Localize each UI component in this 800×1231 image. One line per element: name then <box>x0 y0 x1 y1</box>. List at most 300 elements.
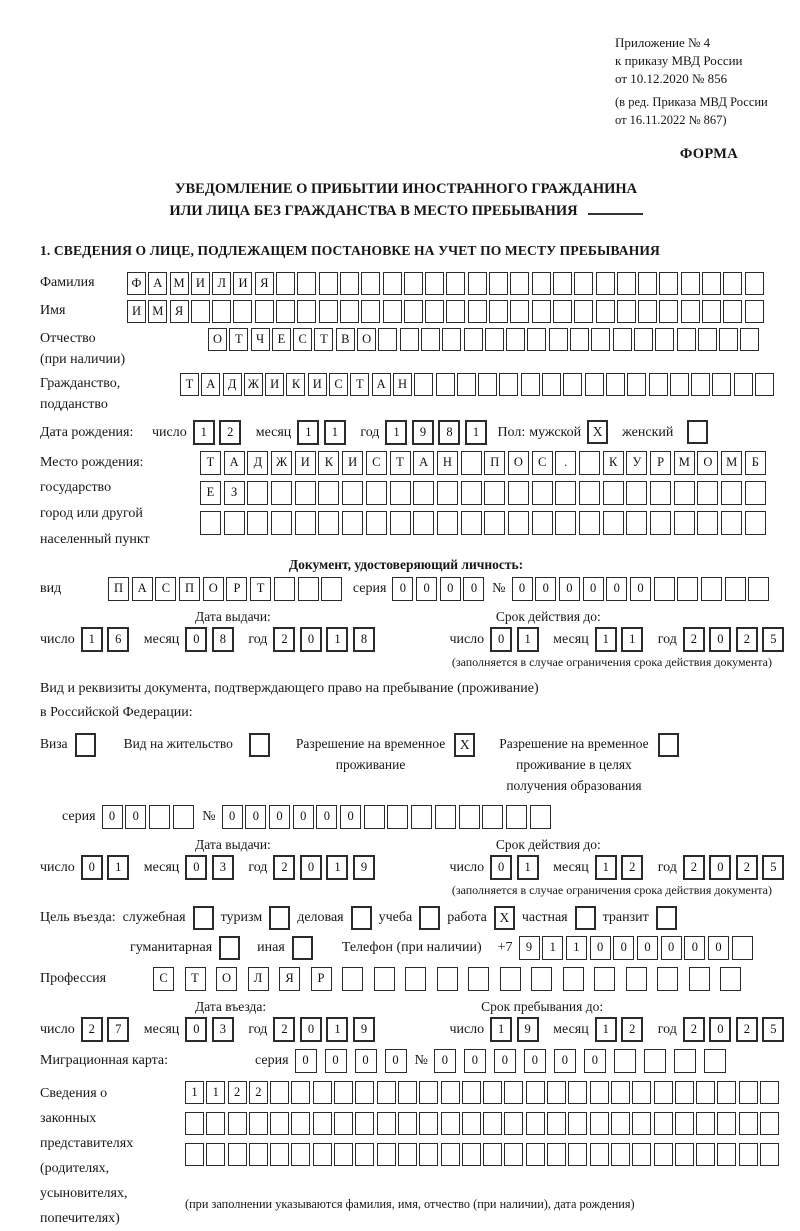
char-cell[interactable] <box>526 1112 545 1135</box>
char-cell[interactable] <box>760 1081 779 1104</box>
char-cell[interactable]: Ж <box>271 451 292 475</box>
char-cell[interactable]: А <box>413 451 434 475</box>
char-cell[interactable] <box>553 300 572 323</box>
char-cell[interactable] <box>383 272 402 295</box>
char-cell[interactable]: Я <box>255 272 274 295</box>
char-cell[interactable] <box>719 328 738 351</box>
char-cell[interactable] <box>247 511 268 535</box>
char-cell[interactable]: Ж <box>244 373 263 396</box>
char-cell[interactable]: 0 <box>434 1049 456 1073</box>
char-cell[interactable]: 0 <box>340 805 361 829</box>
char-cell[interactable] <box>500 967 521 991</box>
char-cell[interactable] <box>603 511 624 535</box>
char-cell[interactable] <box>468 300 487 323</box>
purpose-business-checkbox[interactable] <box>351 906 372 930</box>
char-cell[interactable] <box>704 1049 726 1073</box>
char-cell[interactable] <box>361 300 380 323</box>
char-cell[interactable]: 9 <box>517 1017 539 1042</box>
char-cell[interactable] <box>387 805 408 829</box>
char-cell[interactable]: 1 <box>206 1081 225 1104</box>
char-cell[interactable]: 2 <box>621 1017 643 1042</box>
char-cell[interactable] <box>506 805 527 829</box>
char-cell[interactable]: 1 <box>465 420 487 445</box>
char-cell[interactable] <box>654 577 675 601</box>
char-cell[interactable]: 0 <box>316 805 337 829</box>
char-cell[interactable]: Я <box>279 967 300 991</box>
char-cell[interactable]: 9 <box>353 1017 375 1042</box>
char-cell[interactable] <box>748 577 769 601</box>
char-cell[interactable] <box>504 1143 523 1166</box>
char-cell[interactable]: 2 <box>736 855 758 880</box>
char-cell[interactable]: 0 <box>630 577 651 601</box>
char-cell[interactable] <box>483 1081 502 1104</box>
char-cell[interactable]: 1 <box>517 627 539 652</box>
char-cell[interactable] <box>697 481 718 505</box>
char-cell[interactable]: 1 <box>595 1017 617 1042</box>
char-cell[interactable]: 0 <box>494 1049 516 1073</box>
char-cell[interactable] <box>579 481 600 505</box>
char-cell[interactable] <box>442 328 461 351</box>
char-cell[interactable] <box>334 1081 353 1104</box>
purpose-work-checkbox[interactable]: X <box>494 906 515 930</box>
char-cell[interactable] <box>702 272 721 295</box>
char-cell[interactable] <box>596 300 615 323</box>
char-cell[interactable] <box>247 481 268 505</box>
char-cell[interactable] <box>436 373 455 396</box>
char-cell[interactable] <box>739 1081 758 1104</box>
char-cell[interactable]: 1 <box>326 855 348 880</box>
char-cell[interactable] <box>677 328 696 351</box>
char-cell[interactable]: 1 <box>326 1017 348 1042</box>
char-cell[interactable]: М <box>148 300 167 323</box>
char-cell[interactable] <box>721 481 742 505</box>
char-cell[interactable]: 0 <box>590 936 611 960</box>
char-cell[interactable] <box>555 481 576 505</box>
char-cell[interactable] <box>191 300 210 323</box>
char-cell[interactable] <box>532 300 551 323</box>
char-cell[interactable]: П <box>484 451 505 475</box>
char-cell[interactable] <box>457 373 476 396</box>
char-cell[interactable] <box>574 272 593 295</box>
char-cell[interactable] <box>342 481 363 505</box>
char-cell[interactable] <box>654 1112 673 1135</box>
char-cell[interactable]: Т <box>250 577 271 601</box>
char-cell[interactable] <box>499 373 518 396</box>
char-cell[interactable]: Н <box>393 373 412 396</box>
char-cell[interactable] <box>555 511 576 535</box>
char-cell[interactable]: Т <box>314 328 333 351</box>
char-cell[interactable] <box>291 1143 310 1166</box>
char-cell[interactable] <box>419 1081 438 1104</box>
char-cell[interactable]: 2 <box>273 855 295 880</box>
char-cell[interactable]: И <box>233 272 252 295</box>
char-cell[interactable] <box>613 328 632 351</box>
char-cell[interactable] <box>228 1143 247 1166</box>
char-cell[interactable] <box>249 1143 268 1166</box>
char-cell[interactable] <box>366 511 387 535</box>
char-cell[interactable]: 2 <box>621 855 643 880</box>
char-cell[interactable] <box>361 272 380 295</box>
char-cell[interactable]: 1 <box>324 420 346 445</box>
char-cell[interactable]: Р <box>226 577 247 601</box>
char-cell[interactable] <box>755 373 774 396</box>
char-cell[interactable]: П <box>108 577 129 601</box>
char-cell[interactable] <box>484 511 505 535</box>
char-cell[interactable]: 5 <box>762 1017 784 1042</box>
char-cell[interactable] <box>462 1143 481 1166</box>
char-cell[interactable] <box>224 511 245 535</box>
char-cell[interactable]: 0 <box>269 805 290 829</box>
char-cell[interactable]: 1 <box>385 420 407 445</box>
char-cell[interactable]: В <box>336 328 355 351</box>
char-cell[interactable]: 1 <box>107 855 129 880</box>
char-cell[interactable] <box>200 511 221 535</box>
char-cell[interactable] <box>437 967 458 991</box>
char-cell[interactable] <box>532 511 553 535</box>
char-cell[interactable] <box>508 481 529 505</box>
char-cell[interactable]: 5 <box>762 627 784 652</box>
char-cell[interactable]: 0 <box>385 1049 407 1073</box>
char-cell[interactable]: 8 <box>438 420 460 445</box>
char-cell[interactable] <box>441 1143 460 1166</box>
char-cell[interactable]: 2 <box>736 1017 758 1042</box>
char-cell[interactable] <box>568 1112 587 1135</box>
char-cell[interactable]: 0 <box>300 855 322 880</box>
char-cell[interactable] <box>530 805 551 829</box>
char-cell[interactable] <box>570 328 589 351</box>
char-cell[interactable] <box>270 1143 289 1166</box>
char-cell[interactable]: 0 <box>709 627 731 652</box>
char-cell[interactable]: Е <box>272 328 291 351</box>
char-cell[interactable] <box>446 272 465 295</box>
char-cell[interactable] <box>526 1143 545 1166</box>
char-cell[interactable]: 0 <box>583 577 604 601</box>
char-cell[interactable] <box>340 300 359 323</box>
char-cell[interactable] <box>185 1112 204 1135</box>
char-cell[interactable]: 1 <box>81 627 103 652</box>
char-cell[interactable] <box>446 300 465 323</box>
char-cell[interactable]: 0 <box>300 627 322 652</box>
char-cell[interactable]: И <box>191 272 210 295</box>
char-cell[interactable] <box>437 511 458 535</box>
char-cell[interactable]: 1 <box>185 1081 204 1104</box>
char-cell[interactable] <box>504 1112 523 1135</box>
char-cell[interactable] <box>611 1143 630 1166</box>
char-cell[interactable] <box>698 328 717 351</box>
char-cell[interactable]: 0 <box>490 855 512 880</box>
char-cell[interactable] <box>398 1112 417 1135</box>
char-cell[interactable] <box>527 328 546 351</box>
char-cell[interactable] <box>638 272 657 295</box>
char-cell[interactable] <box>419 1143 438 1166</box>
char-cell[interactable] <box>740 328 759 351</box>
char-cell[interactable] <box>510 300 529 323</box>
char-cell[interactable]: 0 <box>709 1017 731 1042</box>
char-cell[interactable] <box>355 1081 374 1104</box>
char-cell[interactable] <box>297 300 316 323</box>
char-cell[interactable]: 1 <box>490 1017 512 1042</box>
char-cell[interactable] <box>478 373 497 396</box>
char-cell[interactable]: С <box>366 451 387 475</box>
char-cell[interactable] <box>378 328 397 351</box>
char-cell[interactable] <box>532 481 553 505</box>
char-cell[interactable]: 0 <box>464 1049 486 1073</box>
char-cell[interactable] <box>249 1112 268 1135</box>
char-cell[interactable] <box>745 511 766 535</box>
char-cell[interactable] <box>655 328 674 351</box>
char-cell[interactable] <box>313 1081 332 1104</box>
char-cell[interactable] <box>632 1081 651 1104</box>
char-cell[interactable] <box>611 1112 630 1135</box>
char-cell[interactable] <box>398 1143 417 1166</box>
char-cell[interactable]: 1 <box>193 420 215 445</box>
char-cell[interactable]: 0 <box>584 1049 606 1073</box>
char-cell[interactable]: 3 <box>212 855 234 880</box>
char-cell[interactable] <box>549 328 568 351</box>
char-cell[interactable]: Р <box>650 451 671 475</box>
char-cell[interactable]: Т <box>390 451 411 475</box>
char-cell[interactable] <box>185 1143 204 1166</box>
char-cell[interactable] <box>626 511 647 535</box>
char-cell[interactable] <box>404 300 423 323</box>
char-cell[interactable] <box>400 328 419 351</box>
char-cell[interactable]: 9 <box>353 855 375 880</box>
char-cell[interactable]: 2 <box>736 627 758 652</box>
char-cell[interactable] <box>276 272 295 295</box>
char-cell[interactable] <box>206 1112 225 1135</box>
char-cell[interactable]: М <box>674 451 695 475</box>
char-cell[interactable]: 0 <box>535 577 556 601</box>
char-cell[interactable]: 7 <box>107 1017 129 1042</box>
purpose-transit-checkbox[interactable] <box>656 906 677 930</box>
char-cell[interactable] <box>760 1143 779 1166</box>
char-cell[interactable] <box>383 300 402 323</box>
char-cell[interactable] <box>675 1081 694 1104</box>
char-cell[interactable] <box>270 1112 289 1135</box>
char-cell[interactable]: Т <box>185 967 206 991</box>
char-cell[interactable] <box>739 1112 758 1135</box>
char-cell[interactable] <box>483 1143 502 1166</box>
char-cell[interactable] <box>295 511 316 535</box>
char-cell[interactable]: 2 <box>683 627 705 652</box>
char-cell[interactable] <box>681 300 700 323</box>
char-cell[interactable] <box>414 373 433 396</box>
option-visa-checkbox[interactable] <box>75 733 96 757</box>
char-cell[interactable]: 0 <box>125 805 146 829</box>
option-residence-permit-checkbox[interactable] <box>249 733 270 757</box>
char-cell[interactable] <box>291 1112 310 1135</box>
char-cell[interactable]: Ф <box>127 272 146 295</box>
char-cell[interactable] <box>657 967 678 991</box>
char-cell[interactable] <box>632 1143 651 1166</box>
char-cell[interactable]: О <box>357 328 376 351</box>
char-cell[interactable] <box>659 300 678 323</box>
char-cell[interactable] <box>674 1049 696 1073</box>
char-cell[interactable] <box>313 1143 332 1166</box>
char-cell[interactable] <box>532 272 551 295</box>
char-cell[interactable]: Б <box>745 451 766 475</box>
char-cell[interactable] <box>318 511 339 535</box>
char-cell[interactable] <box>334 1143 353 1166</box>
char-cell[interactable]: 9 <box>519 936 540 960</box>
char-cell[interactable] <box>271 511 292 535</box>
char-cell[interactable] <box>681 272 700 295</box>
char-cell[interactable]: А <box>372 373 391 396</box>
char-cell[interactable] <box>670 373 689 396</box>
char-cell[interactable] <box>270 1081 289 1104</box>
char-cell[interactable]: Т <box>229 328 248 351</box>
char-cell[interactable]: 2 <box>683 855 705 880</box>
char-cell[interactable] <box>321 577 342 601</box>
char-cell[interactable]: 2 <box>219 420 241 445</box>
char-cell[interactable]: 8 <box>212 627 234 652</box>
char-cell[interactable]: 1 <box>595 855 617 880</box>
char-cell[interactable] <box>579 451 600 475</box>
char-cell[interactable] <box>701 577 722 601</box>
char-cell[interactable] <box>644 1049 666 1073</box>
char-cell[interactable] <box>413 481 434 505</box>
char-cell[interactable]: 0 <box>355 1049 377 1073</box>
char-cell[interactable] <box>489 272 508 295</box>
char-cell[interactable] <box>675 1143 694 1166</box>
char-cell[interactable]: Е <box>200 481 221 505</box>
char-cell[interactable]: У <box>626 451 647 475</box>
char-cell[interactable] <box>374 967 395 991</box>
char-cell[interactable] <box>659 272 678 295</box>
char-cell[interactable] <box>531 967 552 991</box>
char-cell[interactable] <box>689 967 710 991</box>
char-cell[interactable] <box>364 805 385 829</box>
char-cell[interactable] <box>355 1143 374 1166</box>
char-cell[interactable]: 1 <box>566 936 587 960</box>
purpose-other-checkbox[interactable] <box>292 936 313 960</box>
char-cell[interactable]: С <box>532 451 553 475</box>
char-cell[interactable] <box>654 1143 673 1166</box>
char-cell[interactable] <box>745 300 764 323</box>
char-cell[interactable]: З <box>224 481 245 505</box>
char-cell[interactable] <box>563 373 582 396</box>
char-cell[interactable]: О <box>203 577 224 601</box>
char-cell[interactable]: 0 <box>102 805 123 829</box>
char-cell[interactable] <box>717 1143 736 1166</box>
char-cell[interactable] <box>563 967 584 991</box>
char-cell[interactable] <box>745 481 766 505</box>
purpose-study-checkbox[interactable] <box>419 906 440 930</box>
char-cell[interactable] <box>611 1081 630 1104</box>
char-cell[interactable] <box>508 511 529 535</box>
char-cell[interactable] <box>723 272 742 295</box>
char-cell[interactable]: О <box>508 451 529 475</box>
char-cell[interactable] <box>506 328 525 351</box>
char-cell[interactable] <box>585 373 604 396</box>
char-cell[interactable] <box>712 373 731 396</box>
char-cell[interactable]: Д <box>247 451 268 475</box>
char-cell[interactable] <box>297 272 316 295</box>
char-cell[interactable] <box>437 481 458 505</box>
char-cell[interactable] <box>334 1112 353 1135</box>
char-cell[interactable]: Д <box>223 373 242 396</box>
char-cell[interactable] <box>696 1112 715 1135</box>
char-cell[interactable] <box>298 577 319 601</box>
char-cell[interactable] <box>271 481 292 505</box>
char-cell[interactable] <box>489 300 508 323</box>
char-cell[interactable] <box>355 1112 374 1135</box>
char-cell[interactable] <box>459 805 480 829</box>
char-cell[interactable]: 1 <box>542 936 563 960</box>
char-cell[interactable] <box>720 967 741 991</box>
char-cell[interactable] <box>725 577 746 601</box>
char-cell[interactable] <box>638 300 657 323</box>
char-cell[interactable] <box>596 272 615 295</box>
char-cell[interactable]: А <box>132 577 153 601</box>
char-cell[interactable]: 9 <box>412 420 434 445</box>
char-cell[interactable]: К <box>318 451 339 475</box>
char-cell[interactable] <box>468 272 487 295</box>
char-cell[interactable]: А <box>201 373 220 396</box>
char-cell[interactable]: 0 <box>613 936 634 960</box>
char-cell[interactable] <box>510 272 529 295</box>
char-cell[interactable]: 0 <box>709 855 731 880</box>
char-cell[interactable] <box>173 805 194 829</box>
char-cell[interactable]: 5 <box>762 855 784 880</box>
char-cell[interactable] <box>702 300 721 323</box>
char-cell[interactable]: 0 <box>185 1017 207 1042</box>
char-cell[interactable] <box>390 481 411 505</box>
char-cell[interactable] <box>547 1143 566 1166</box>
char-cell[interactable]: Р <box>311 967 332 991</box>
char-cell[interactable] <box>542 373 561 396</box>
char-cell[interactable]: П <box>179 577 200 601</box>
char-cell[interactable] <box>721 511 742 535</box>
char-cell[interactable]: Н <box>437 451 458 475</box>
char-cell[interactable] <box>206 1143 225 1166</box>
char-cell[interactable]: Ч <box>251 328 270 351</box>
char-cell[interactable] <box>697 511 718 535</box>
char-cell[interactable] <box>435 805 456 829</box>
char-cell[interactable]: 2 <box>81 1017 103 1042</box>
char-cell[interactable]: И <box>127 300 146 323</box>
char-cell[interactable]: 0 <box>295 1049 317 1073</box>
char-cell[interactable] <box>568 1143 587 1166</box>
char-cell[interactable]: А <box>148 272 167 295</box>
char-cell[interactable] <box>745 272 764 295</box>
char-cell[interactable] <box>654 1081 673 1104</box>
char-cell[interactable] <box>626 967 647 991</box>
char-cell[interactable] <box>650 481 671 505</box>
char-cell[interactable] <box>462 1081 481 1104</box>
char-cell[interactable]: 0 <box>524 1049 546 1073</box>
char-cell[interactable]: Т <box>350 373 369 396</box>
char-cell[interactable] <box>627 373 646 396</box>
char-cell[interactable]: 0 <box>416 577 437 601</box>
char-cell[interactable] <box>377 1143 396 1166</box>
char-cell[interactable] <box>419 1112 438 1135</box>
char-cell[interactable] <box>553 272 572 295</box>
char-cell[interactable]: 1 <box>326 627 348 652</box>
char-cell[interactable] <box>461 481 482 505</box>
char-cell[interactable]: 6 <box>107 627 129 652</box>
char-cell[interactable]: С <box>153 967 174 991</box>
char-cell[interactable]: 0 <box>325 1049 347 1073</box>
char-cell[interactable]: 2 <box>273 627 295 652</box>
char-cell[interactable] <box>590 1112 609 1135</box>
char-cell[interactable]: 1 <box>517 855 539 880</box>
char-cell[interactable] <box>461 511 482 535</box>
char-cell[interactable] <box>617 272 636 295</box>
char-cell[interactable]: 0 <box>708 936 729 960</box>
char-cell[interactable] <box>650 511 671 535</box>
char-cell[interactable]: 0 <box>440 577 461 601</box>
